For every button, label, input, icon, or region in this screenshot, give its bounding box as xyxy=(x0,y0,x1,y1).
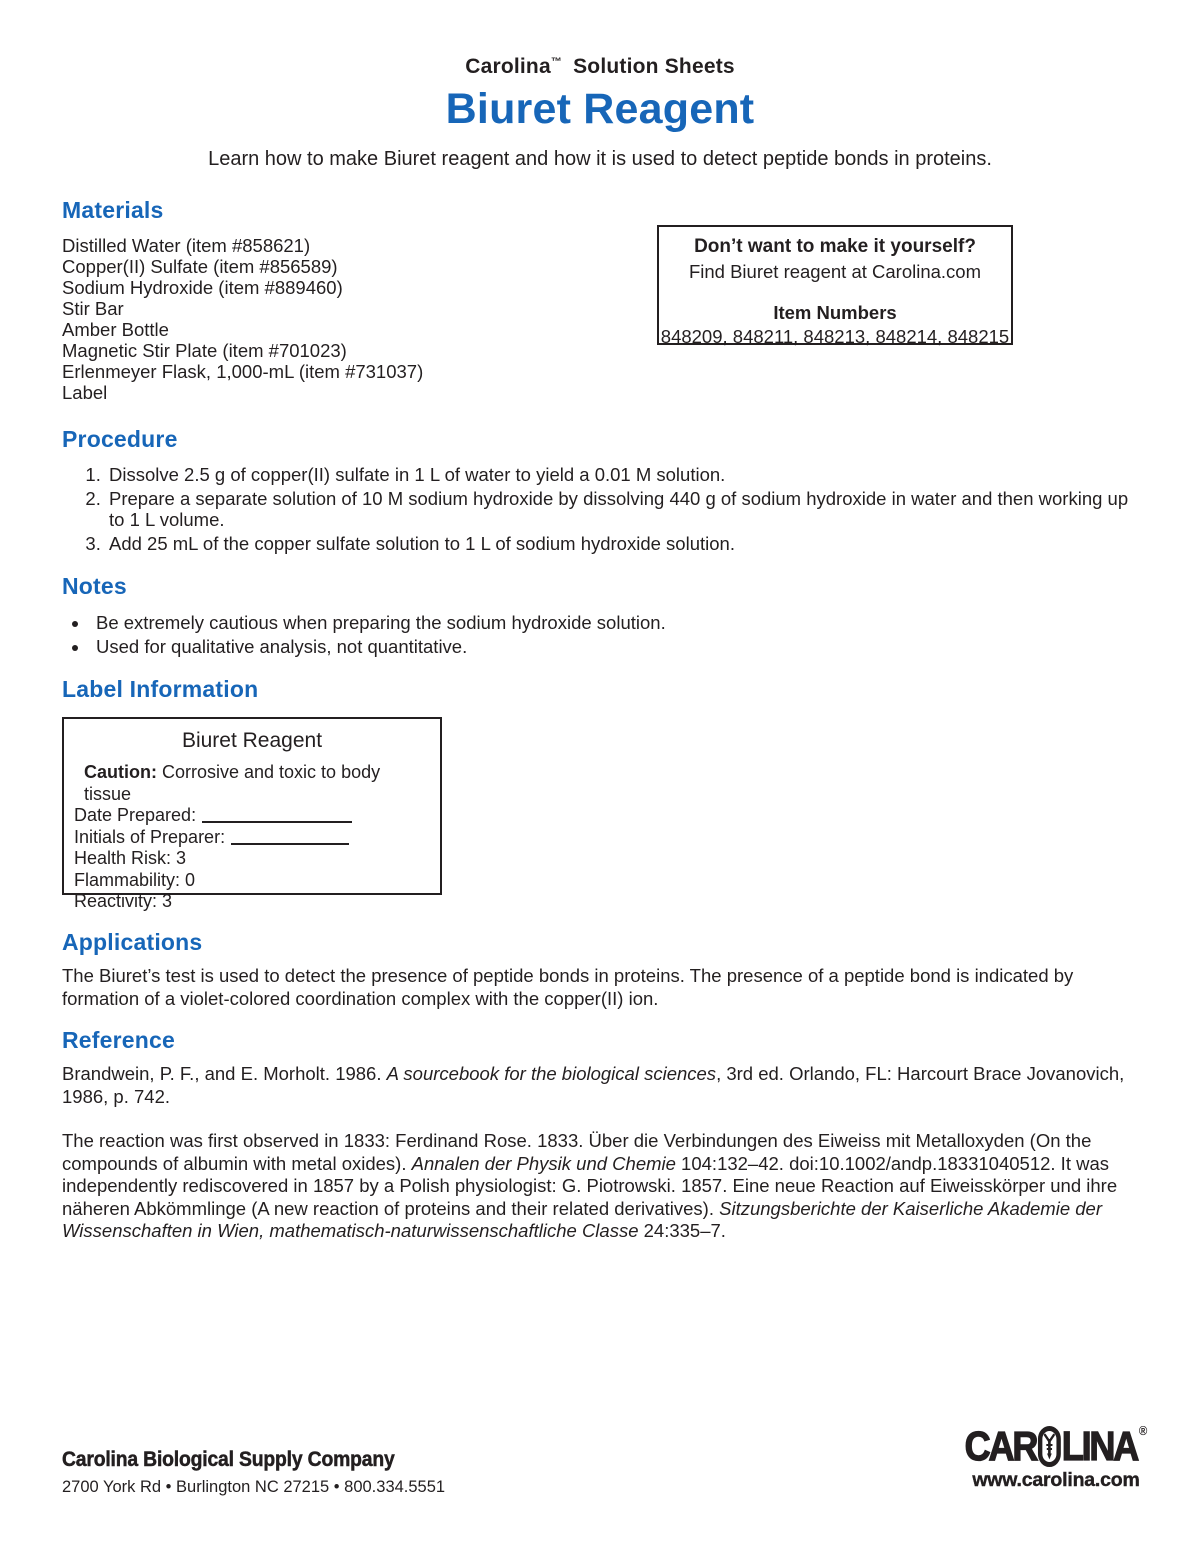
materials-heading: Materials xyxy=(62,197,164,223)
health-risk-line: Health Risk: 3 xyxy=(74,848,187,868)
note-item: • Used for qualitative analysis, not quantitative. xyxy=(90,636,1138,658)
citation-text: 24:335–7. xyxy=(638,1220,726,1241)
list-item: Distilled Water (item #858621) xyxy=(62,235,311,256)
company-name: Carolina Biological Supply Company xyxy=(62,1447,395,1471)
notes-heading: Notes xyxy=(62,573,127,599)
citation-journal: Sitzungsberichte der Kaiserliche Akademie der Wissenschaften in Wien, mathematisch-naturwissenschaftliche Classe xyxy=(62,1197,1102,1241)
buy-it-subtitle: Find Biuret reagent at Carolina.com xyxy=(688,261,982,282)
list-item: Magnetic Stir Plate (item #701023) xyxy=(62,340,347,361)
citation-journal: Annalen der Physik und Chemie xyxy=(411,1152,676,1174)
item-numbers-label: Item Numbers xyxy=(773,302,897,323)
label-information-heading: Label Information xyxy=(62,676,259,702)
footer-company-block xyxy=(62,1447,445,1497)
procedure-section xyxy=(62,426,1138,554)
citation-text: The reaction was first observed in 1833: Ferdinand Rose. 1833. Über die Verbindungen des Eiweiss mit Metalloxyden (On the compounds of albumin with metal oxides). xyxy=(62,1130,1092,1174)
carolina-mantis-o-icon xyxy=(1037,1426,1061,1467)
page-subtitle: Learn how to make Biuret reagent and how it is used to detect peptide bonds in proteins. xyxy=(208,148,992,170)
carolina-logo xyxy=(964,1423,1148,1469)
applications-text: The Biuret’s test is used to detect the presence of peptide bonds in proteins. The presence of a peptide bond is indicated by formation of a violet-colored coordination complex with the copper(II) ion. xyxy=(62,965,1074,1009)
label-title: Biuret Reagent xyxy=(181,729,323,752)
company-address: 2700 York Rd • Burlington NC 27215 • 800.334.5551 xyxy=(62,1478,446,1496)
buy-it-title: Don’t want to make it yourself? xyxy=(694,236,976,257)
citation-text: Brandwein, P. F., and E. Morholt. 1986. xyxy=(62,1063,387,1084)
notes-list xyxy=(62,612,1138,657)
initials-blank xyxy=(231,829,349,845)
notes-section xyxy=(62,573,1138,657)
applications-section xyxy=(62,929,1138,1010)
date-prepared-line xyxy=(74,805,430,827)
applications-heading: Applications xyxy=(62,929,203,955)
reactivity-line: Reactivity: 3 xyxy=(74,891,173,911)
list-item: Label xyxy=(62,382,108,403)
caution-line xyxy=(74,762,430,805)
list-item: Copper(II) Sulfate (item #856589) xyxy=(62,256,338,277)
reference-section xyxy=(62,1027,1138,1243)
series-heading xyxy=(62,55,1138,79)
initials-label: Initials of Preparer: xyxy=(74,826,226,847)
procedure-step: 1. Dissolve 2.5 g of copper(II) sulfate in 1 L of water to yield a 0.01 M solution. xyxy=(106,464,1138,486)
label-fields xyxy=(74,762,430,913)
list-item: Erlenmeyer Flask, 1,000-mL (item #731037) xyxy=(62,361,424,382)
reagent-label-box xyxy=(62,717,442,911)
reference-heading: Reference xyxy=(62,1027,176,1053)
note-item: • Be extremely cautious when preparing the sodium hydroxide solution. xyxy=(90,612,1138,634)
page-title: Biuret Reagent xyxy=(445,85,755,133)
list-item: Sodium Hydroxide (item #889460) xyxy=(62,277,343,298)
website-url: www.carolina.com xyxy=(972,1469,1140,1491)
citation-text: 104:132–42. doi:10.1002/andp.18331040512. It was independently rediscovered in 1857 by a Polish physiologist: G. Piotrowski. 1857. Eine neue Reaction auf Eiweisskörper und ihre näheren Abkömmlinge (A new reaction of proteins and their related derivatives). xyxy=(62,1152,1118,1219)
procedure-heading: Procedure xyxy=(62,426,178,452)
item-numbers-list: 848209, 848211, 848213, 848214, 848215 xyxy=(660,326,1010,347)
footer-logo-block xyxy=(964,1423,1148,1492)
label-information-section xyxy=(62,676,1138,911)
list-item: Amber Bottle xyxy=(62,319,169,340)
procedure-steps xyxy=(62,464,1138,554)
citation-text: , 3rd ed. Orlando, FL: Harcourt Brace Jovanovich, 1986, p. 742. xyxy=(62,1063,1125,1107)
registered-symbol: ® xyxy=(1138,1423,1148,1438)
citation-title: A sourcebook for the biological sciences xyxy=(386,1063,717,1084)
procedure-step: 2. Prepare a separate solution of 10 M sodium hydroxide by dissolving 440 g of sodium hydroxide in water and then working up to 1 L volume. xyxy=(106,488,1138,531)
date-prepared-label: Date Prepared: xyxy=(74,805,197,825)
trademark-symbol: ™ xyxy=(550,56,563,68)
citation xyxy=(62,1130,1138,1243)
buy-it-box xyxy=(657,225,1013,345)
logo-text-left: CAR xyxy=(964,1423,1037,1469)
brand-name: Carolina xyxy=(465,55,551,78)
caution-label: Caution: xyxy=(84,762,157,782)
flammability-line: Flammability: 0 xyxy=(74,869,196,890)
initials-line xyxy=(74,827,430,849)
logo-text-right: LINA xyxy=(1061,1423,1138,1469)
list-item: Stir Bar xyxy=(62,298,124,319)
procedure-step: 3. Add 25 mL of the copper sulfate solution to 1 L of sodium hydroxide solution. xyxy=(106,533,1138,555)
date-prepared-blank xyxy=(202,807,352,823)
citation xyxy=(62,1063,1138,1108)
series-name: Solution Sheets xyxy=(573,55,735,78)
caution-text: Corrosive and toxic to body tissue xyxy=(84,762,381,804)
